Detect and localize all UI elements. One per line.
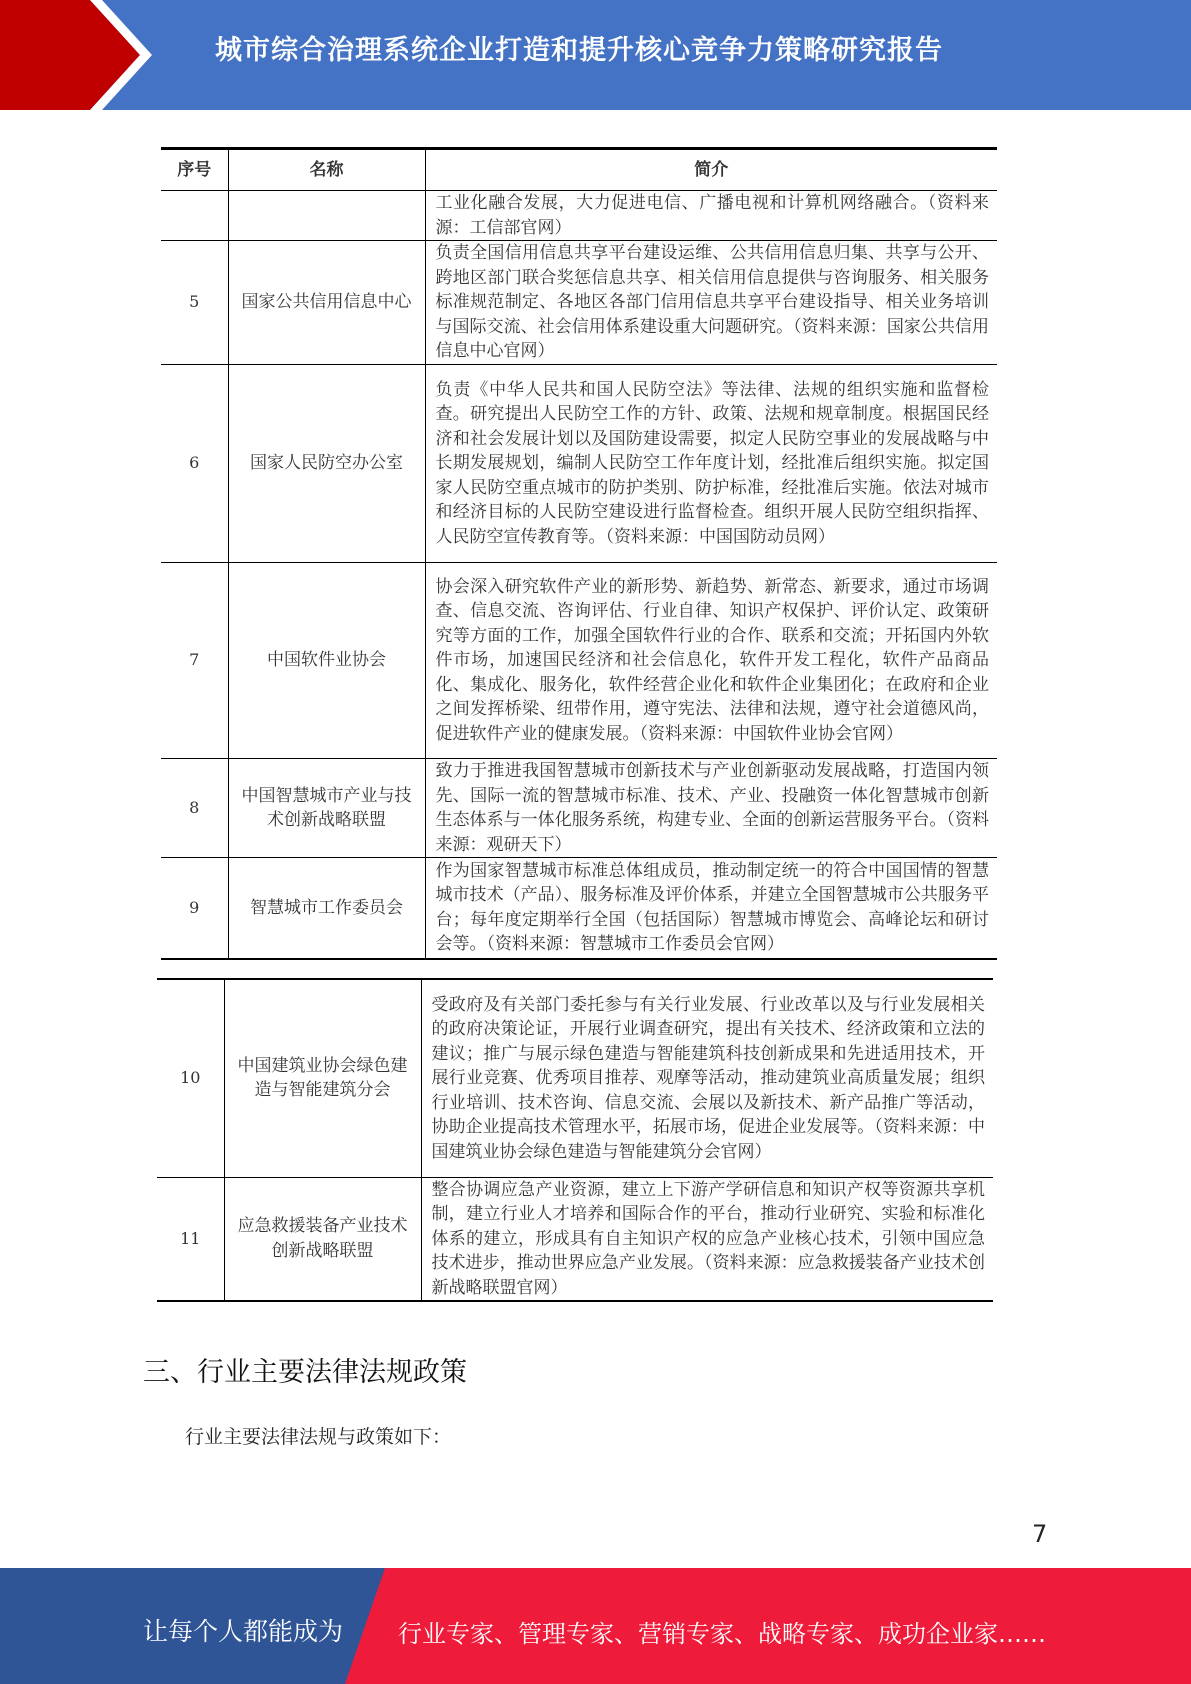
row-num: 6 [161, 365, 228, 563]
footer-slogan-right: 行业专家、管理专家、营销专家、战略专家、成功企业家…… [398, 1620, 1046, 1648]
header-banner [0, 0, 1191, 110]
row-name: 中国建筑业协会绿色建造与智能建筑分会 [224, 979, 421, 1177]
row-name: 中国软件业协会 [228, 563, 425, 759]
table-row [157, 979, 993, 1177]
row-num: 10 [157, 979, 224, 1177]
row-name: 国家公共信用信息中心 [228, 241, 425, 365]
col-header-num: 序号 [161, 149, 228, 191]
report-title: 城市综合治理系统企业打造和提升核心竞争力策略研究报告 [215, 35, 943, 66]
row-desc: 整合协调应急产业资源，建立上下游产学研信息和知识产权等资源共享机制，建立行业人才培养和国际合作的平台，推动行业研究、实验和标准化体系的建立，形成具有自主知识产权的应急产业核心技术，引领中国应急技术进步，推动世界应急产业发展。（资料来源：应急救援装备产业技术创新战略联盟官网） [421, 1177, 993, 1301]
table-row [161, 241, 997, 365]
table-row [161, 365, 997, 563]
organization-table [161, 147, 997, 960]
row-desc: 负责《中华人民共和国人民防空法》等法律、法规的组织实施和监督检查。研究提出人民防空工作的方针、政策、法规和规章制度。根据国民经济和社会发展计划以及国防建设需要，拟定人民防空事业的发展战略与中长期发展规划，编制人民防空工作年度计划，经批准后组织实施。拟定国家人民防空重点城市的防护类别、防护标准，经批准后实施。依法对城市和经济目标的人民防空建设进行监督检查。组织开展人民防空组织指挥、人民防空宣传教育等。（资料来源：中国国防动员网） [425, 365, 997, 563]
row-name [228, 191, 425, 241]
row-name: 国家人民防空办公室 [228, 365, 425, 563]
footer-slogan-left: 让每个人都能成为 [143, 1617, 344, 1646]
table-row [161, 759, 997, 858]
section-intro: 行业主要法律法规与政策如下： [185, 1426, 452, 1448]
row-desc: 工业化融合发展，大力促进电信、广播电视和计算机网络融合。（资料来源：工信部官网） [425, 191, 997, 241]
col-header-name: 名称 [228, 149, 425, 191]
table-header-row [161, 149, 997, 191]
row-name: 应急救援装备产业技术创新战略联盟 [224, 1177, 421, 1301]
table-row [161, 563, 997, 759]
table-row [161, 191, 997, 241]
row-desc: 作为国家智慧城市标准总体组成员，推动制定统一的符合中国国情的智慧城市技术（产品）、服务标准及评价体系，并建立全国智慧城市公共服务平台；每年度定期举行全国（包括国际）智慧城市博览会、高峰论坛和研讨会等。（资料来源：智慧城市工作委员会官网） [425, 858, 997, 959]
row-desc: 受政府及有关部门委托参与有关行业发展、行业改革以及与行业发展相关的政府决策论证，开展行业调查研究，提出有关技术、经济政策和立法的建议；推广与展示绿色建造与智能建筑科技创新成果和先进适用技术，开展行业竞赛、优秀项目推荐、观摩等活动，推动建筑业高质量发展；组织行业培训、技术咨询、信息交流、会展以及新技术、新产品推广等活动，协助企业提高技术管理水平，拓展市场，促进企业发展等。（资料来源：中国建筑业协会绿色建造与智能建筑分会官网） [421, 979, 993, 1177]
row-name: 智慧城市工作委员会 [228, 858, 425, 959]
row-num: 11 [157, 1177, 224, 1301]
footer-banner [0, 1568, 1191, 1684]
page-number: 7 [1032, 1520, 1048, 1548]
row-num [161, 191, 228, 241]
section-heading: 三、行业主要法律法规政策 [143, 1357, 467, 1388]
row-desc: 致力于推进我国智慧城市创新技术与产业创新驱动发展战略，打造国内领先、国际一流的智慧城市标准、技术、产业、投融资一体化智慧城市创新生态体系与一体化服务系统，构建专业、全面的创新运营服务平台。（资料来源：观研天下） [425, 759, 997, 858]
row-name: 中国智慧城市产业与技术创新战略联盟 [228, 759, 425, 858]
table-row [157, 1177, 993, 1301]
row-num: 9 [161, 858, 228, 959]
col-header-desc: 简介 [425, 149, 997, 191]
table-row [161, 858, 997, 959]
row-num: 5 [161, 241, 228, 365]
row-desc: 负责全国信用信息共享平台建设运维、公共信用信息归集、共享与公开、跨地区部门联合奖惩信息共享、相关信用信息提供与咨询服务、相关服务标准规范制定、各地区各部门信用信息共享平台建设指导、相关业务培训与国际交流、社会信用体系建设重大问题研究。（资料来源：国家公共信用信息中心官网） [425, 241, 997, 365]
row-num: 7 [161, 563, 228, 759]
row-desc: 协会深入研究软件产业的新形势、新趋势、新常态、新要求，通过市场调查、信息交流、咨询评估、行业自律、知识产权保护、评价认定、政策研究等方面的工作，加强全国软件行业的合作、联系和交流；开拓国内外软件市场，加速国民经济和社会信息化，软件开发工程化，软件产品商品化、集成化、服务化，软件经营企业化和软件企业集团化；在政府和企业之间发挥桥梁、纽带作用，遵守宪法、法律和法规，遵守社会道德风尚，促进软件产业的健康发展。（资料来源：中国软件业协会官网） [425, 563, 997, 759]
row-num: 8 [161, 759, 228, 858]
organization-table-continued [157, 978, 993, 1302]
